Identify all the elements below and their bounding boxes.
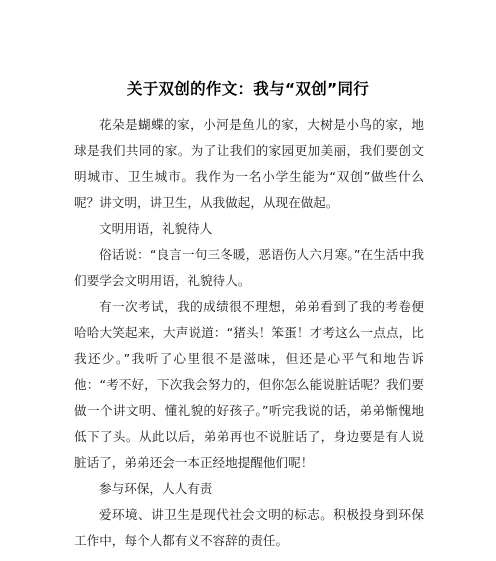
- document-title: 关于双创的作文：我与“双创”同行: [126, 80, 370, 98]
- section-heading-environment: 参与环保，人人有责: [99, 481, 213, 496]
- paragraph-proverb: 俗话说：“良言一句三冬暖，恶语伤人六月寒。”在生活中我们要学会文明用语，礼貌待人。: [74, 247, 424, 288]
- document-body: [74, 112, 424, 554]
- section-heading-civility: 文明用语，礼貌待人: [99, 221, 213, 236]
- paragraph-environment: 爱环境、讲卫生是现代社会文明的标志。积极投身到环保工作中，每个人都有义不容辞的责任。: [74, 507, 424, 548]
- paragraph-intro: 花朵是蝴蝶的家，小河是鱼儿的家，大树是小鸟的家，地球是我们共同的家。为了让我们的家园更加美丽，我们要创文明城市、卫生城市。我作为一名小学生能为“双创”做些什么呢？讲文明，讲卫生，从我做起，从现在做起。: [74, 117, 424, 210]
- paragraph-exam-story: 有一次考试，我的成绩很不理想，弟弟看到了我的考卷便哈哈大笑起来，大声说道：“猪头！笨蛋！才考这么一点点，比我还少。”我听了心里很不是滋味，但还是心平气和地告诉他：“考不好，下次我会努力的，但你怎么能说脏话呢？我们要做一个讲文明、懂礼貌的好孩子。”听完我说的话，弟弟惭愧地低下了头。从此以后，弟弟再也不说脏话了，身边要是有人说脏话了，弟弟还会一本正经地提醒他们呢！: [74, 299, 424, 470]
